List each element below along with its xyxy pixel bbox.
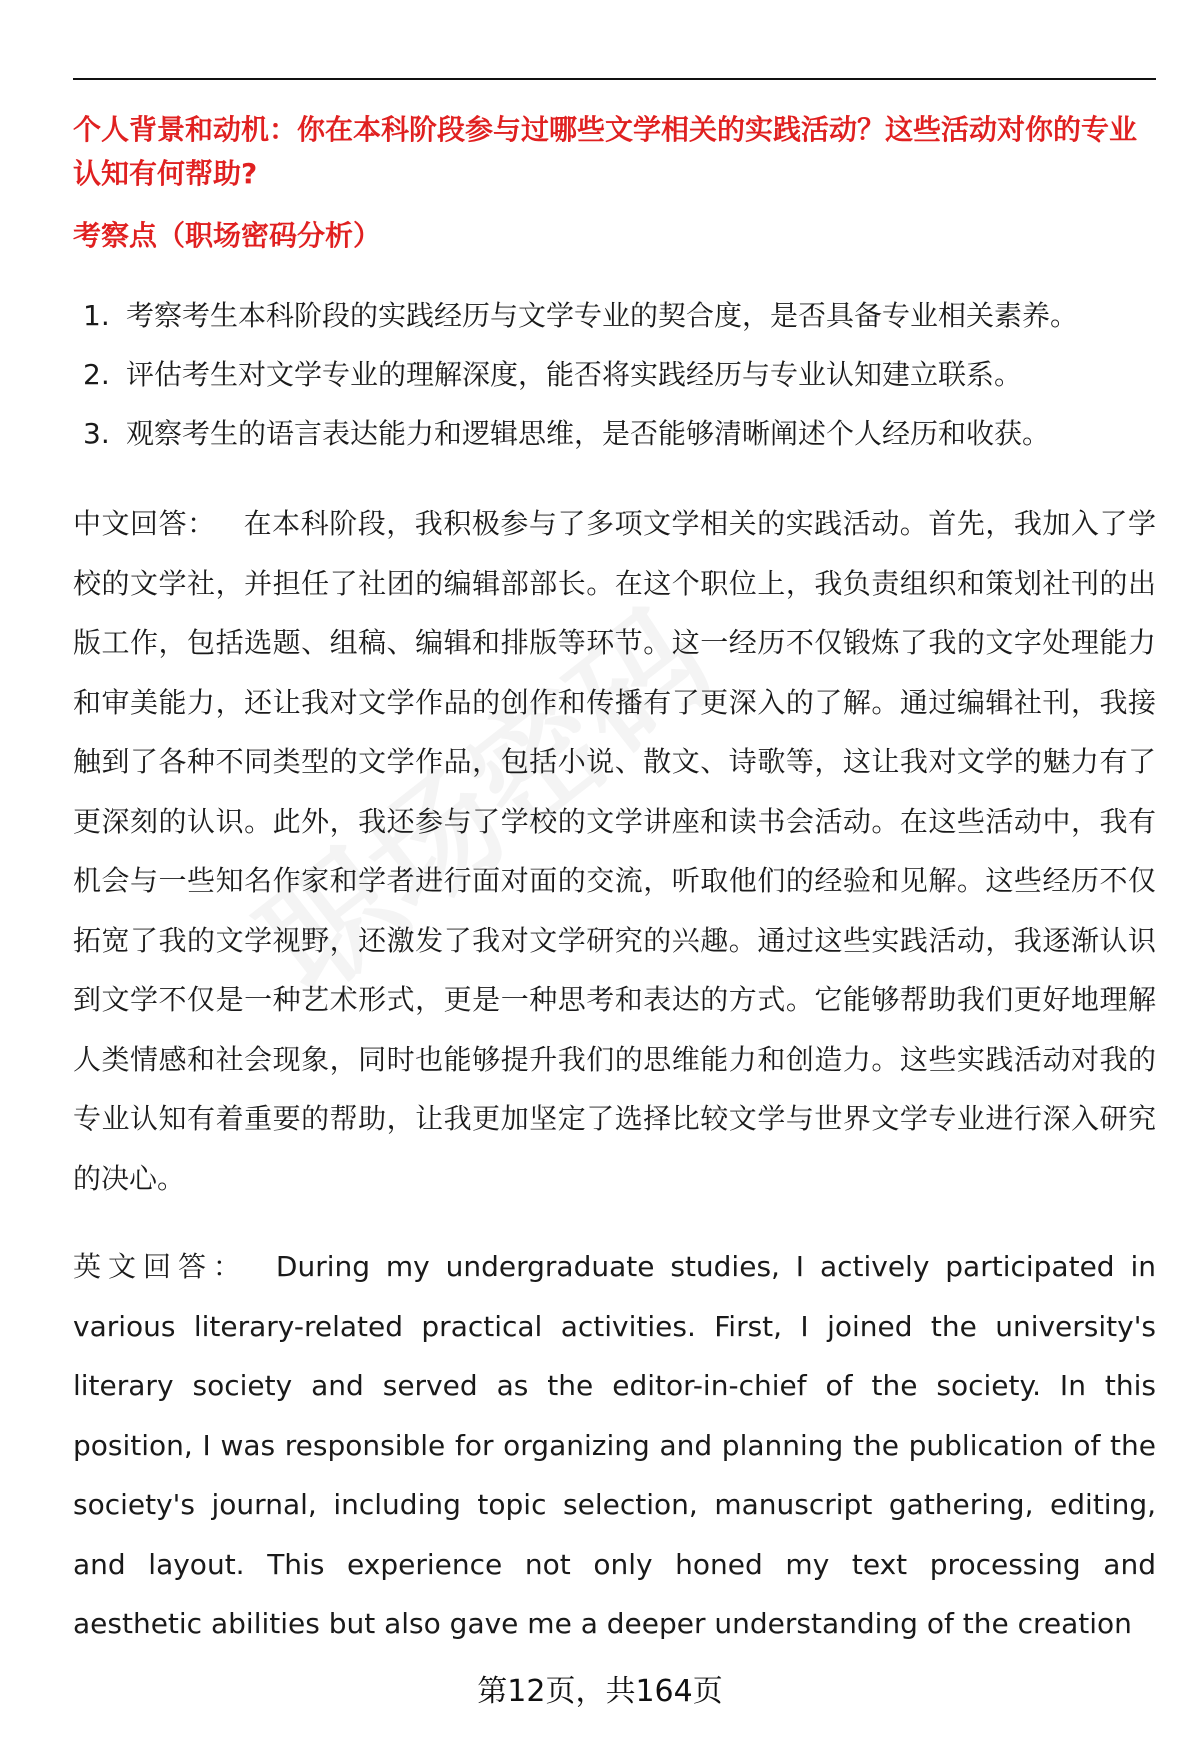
page-number: 第12页，共164页 <box>477 1674 723 1709</box>
english-answer <box>73 1237 1156 1654</box>
english-answer-label: 英文回答： <box>73 1250 248 1283</box>
list-item <box>73 345 1156 404</box>
list-item <box>73 286 1156 345</box>
list-item-number: 2. <box>83 358 110 391</box>
chinese-answer-text: 在本科阶段，我积极参与了多项文学相关的实践活动。首先，我加入了学校的文学社，并担任了社团的编辑部部长。在这个职位上，我负责组织和策划社刊的出版工作，包括选题、组稿、编辑和排版等环节。这一经历不仅锻炼了我的文字处理能力和审美能力，还让我对文学作品的创作和传播有了更深入的了解。通过编辑社刊，我接触到了各种不同类型的文学作品，包括小说、散文、诗歌等，这让我对文学的魅力有了更深刻的认识。此外，我还参与了学校的文学讲座和读书会活动。在这些活动中，我有机会与一些知名作家和学者进行面对面的交流，听取他们的经验和见解。这些经历不仅拓宽了我的文学视野，还激发了我对文学研究的兴趣。通过这些实践活动，我逐渐认识到文学不仅是一种艺术形式，更是一种思考和表达的方式。它能够帮助我们更好地理解人类情感和社会现象，同时也能够提升我们的思维能力和创造力。这些实践活动对我的专业认知有着重要的帮助，让我更加坚定了选择比较文学与世界文学专业进行深入研究的决心。 <box>73 507 1156 1195</box>
section-title: 考察点（职场密码分析） <box>73 219 382 252</box>
list-item-text: 评估考生对文学专业的理解深度，能否将实践经历与专业认知建立联系。 <box>126 358 1023 391</box>
chinese-answer-label: 中文回答： <box>73 507 216 540</box>
list-item-number: 3. <box>83 417 110 450</box>
list-item-number: 1. <box>83 299 110 332</box>
list-item <box>73 404 1156 463</box>
english-answer-text: During my undergraduate studies, I actively participated in various literary-related practical activities. First, I joined the university's literary society and served as the editor-in-chief of the society. In this position, I was responsible for organizing and planning the publication of the society's journal, including topic selection, manuscript gathering, editing, and layout. This experience not only honed my text processing and aesthetic abilities but also gave me a deeper understanding of the creation <box>73 1250 1156 1640</box>
chinese-answer <box>73 494 1156 1208</box>
question-heading: 个人背景和动机：你在本科阶段参与过哪些文学相关的实践活动？这些活动对你的专业认知有何帮助? <box>73 113 1138 190</box>
assessment-points-list <box>73 286 1156 463</box>
list-item-text: 观察考生的语言表达能力和逻辑思维，是否能够清晰阐述个人经历和收获。 <box>126 417 1051 450</box>
header-rule <box>73 78 1156 80</box>
list-item-text: 考察考生本科阶段的实践经历与文学专业的契合度，是否具备专业相关素养。 <box>126 299 1079 332</box>
page-content <box>73 108 1156 1654</box>
